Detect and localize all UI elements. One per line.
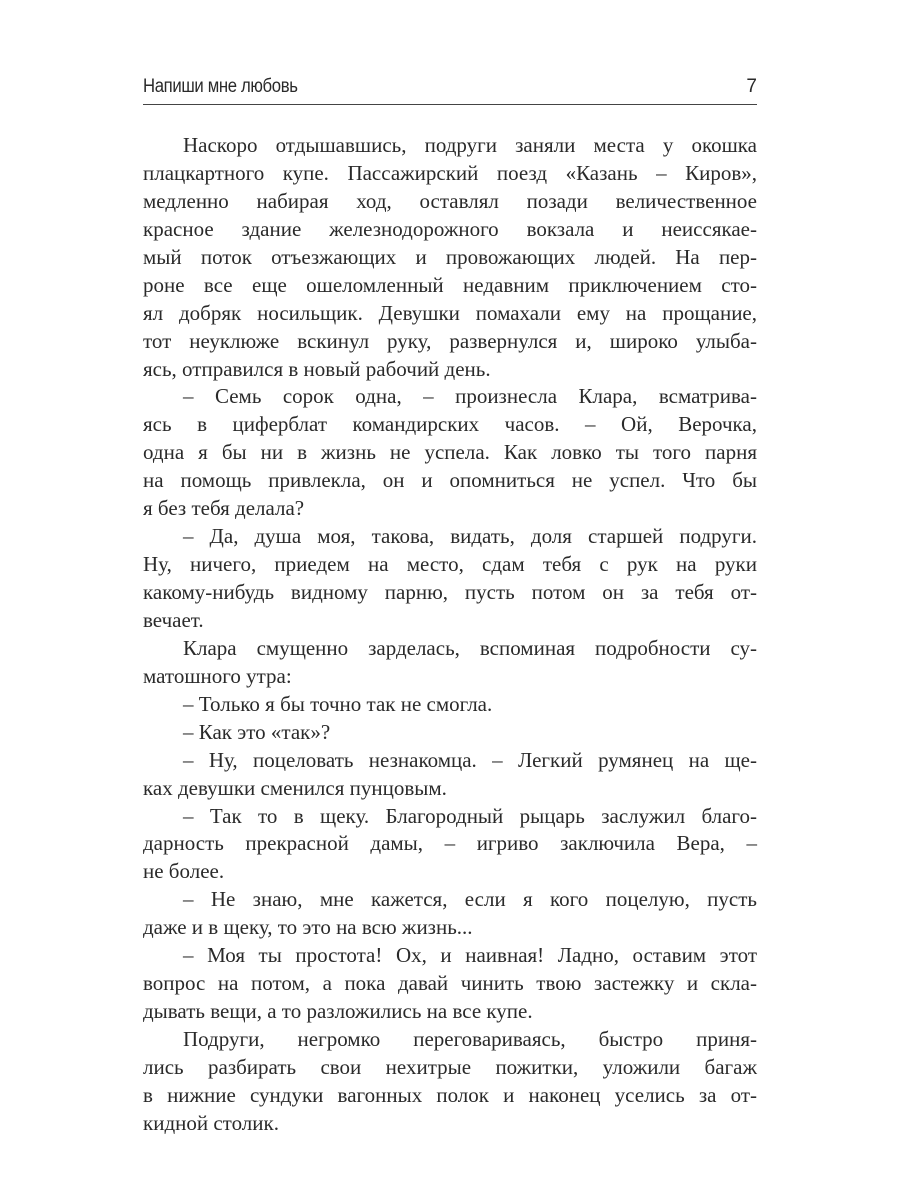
- text-line: роне все еще ошеломленный недавним приключением сто-: [143, 272, 757, 297]
- running-title: Напиши мне любовь: [143, 76, 298, 97]
- page-number: 7: [746, 76, 757, 97]
- text-line: ясь в циферблат командирских часов. – Ой, Верочка,: [143, 412, 757, 437]
- paragraph: [143, 131, 757, 382]
- text-line: матошного утра:: [143, 663, 292, 688]
- paragraph: [143, 885, 757, 941]
- text-line: дывать вещи, а то разложились на все купе.: [143, 999, 533, 1024]
- text-line: на помощь привлекла, он и опомниться не успел. Что бы: [143, 468, 757, 493]
- text-line: Наскоро отдышавшись, подруги заняли места у окошка: [183, 133, 757, 157]
- text-line: кидной столик.: [143, 1110, 279, 1135]
- running-header: [143, 74, 757, 105]
- text-line: в нижние сундуки вагонных полок и наконец уселись за от-: [143, 1082, 757, 1107]
- text-line: ках девушки сменился пунцовым.: [143, 775, 447, 800]
- text-line: медленно набирая ход, оставлял позади величественное: [143, 188, 757, 213]
- text-line: лись разбирать свои нехитрые пожитки, уложили багаж: [143, 1054, 757, 1079]
- text-line: Подруги, негромко переговариваясь, быстро приня-: [183, 1027, 757, 1051]
- text-line: ясь, отправился в новый рабочий день.: [143, 356, 491, 381]
- text-line: – Не знаю, мне кажется, если я кого поцелую, пусть: [183, 887, 757, 912]
- text-line: мый поток отъезжающих и провожающих людей. На пер-: [143, 244, 757, 269]
- paragraph: [143, 634, 757, 690]
- text-line: красное здание железнодорожного вокзала и неиссякае-: [143, 216, 757, 241]
- paragraph: [143, 690, 757, 718]
- paragraph: [143, 802, 757, 886]
- text-line: какому-нибудь видному парню, пусть потом он за тебя от-: [143, 580, 757, 604]
- text-line: я без тебя делала?: [143, 496, 305, 521]
- text-line: вопрос на потом, а пока давай чинить твою застежку и скла-: [143, 971, 757, 996]
- paragraph: [143, 1025, 757, 1137]
- text-line: даже и в щеку, то это на всю жизнь...: [143, 915, 473, 940]
- paragraph: [143, 522, 757, 634]
- paragraph: [143, 746, 757, 802]
- text-line: – Как это «так»?: [183, 719, 331, 744]
- text-line: вечает.: [143, 607, 204, 632]
- text-line: тот неуклюже вскинул руку, развернулся и, широко улыба-: [143, 328, 757, 353]
- text-line: Ну, ничего, приедем на место, сдам тебя с рук на руки: [143, 552, 757, 577]
- text-line: – Да, душа моя, такова, видать, доля старшей подруги.: [183, 524, 757, 549]
- paragraph: [143, 718, 757, 746]
- text-line: – Так то в щеку. Благородный рыцарь заслужил благо-: [183, 803, 757, 828]
- text-line: – Моя ты простота! Ох, и наивная! Ладно, оставим этот: [183, 943, 757, 968]
- text-line: одна я бы ни в жизнь не успела. Как ловко ты того парня: [143, 440, 757, 465]
- text-line: дарность прекрасной дамы, – игриво заключила Вера, –: [143, 831, 757, 856]
- text-line: – Семь сорок одна, – произнесла Клара, всматрива-: [183, 384, 757, 409]
- paragraph: [143, 941, 757, 1025]
- text-line: Клара смущенно зарделась, вспоминая подробности су-: [183, 635, 757, 660]
- text-line: ял добряк носильщик. Девушки помахали ему на прощание,: [143, 300, 757, 325]
- body-text: [143, 131, 757, 1137]
- text-line: – Только я бы точно так не смогла.: [183, 691, 493, 716]
- text-line: плацкартного купе. Пассажирский поезд «Казань – Киров»,: [143, 160, 757, 185]
- text-line: – Ну, поцеловать незнакомца. – Легкий румянец на ще-: [183, 747, 757, 772]
- text-line: не более.: [143, 859, 225, 884]
- paragraph: [143, 382, 757, 522]
